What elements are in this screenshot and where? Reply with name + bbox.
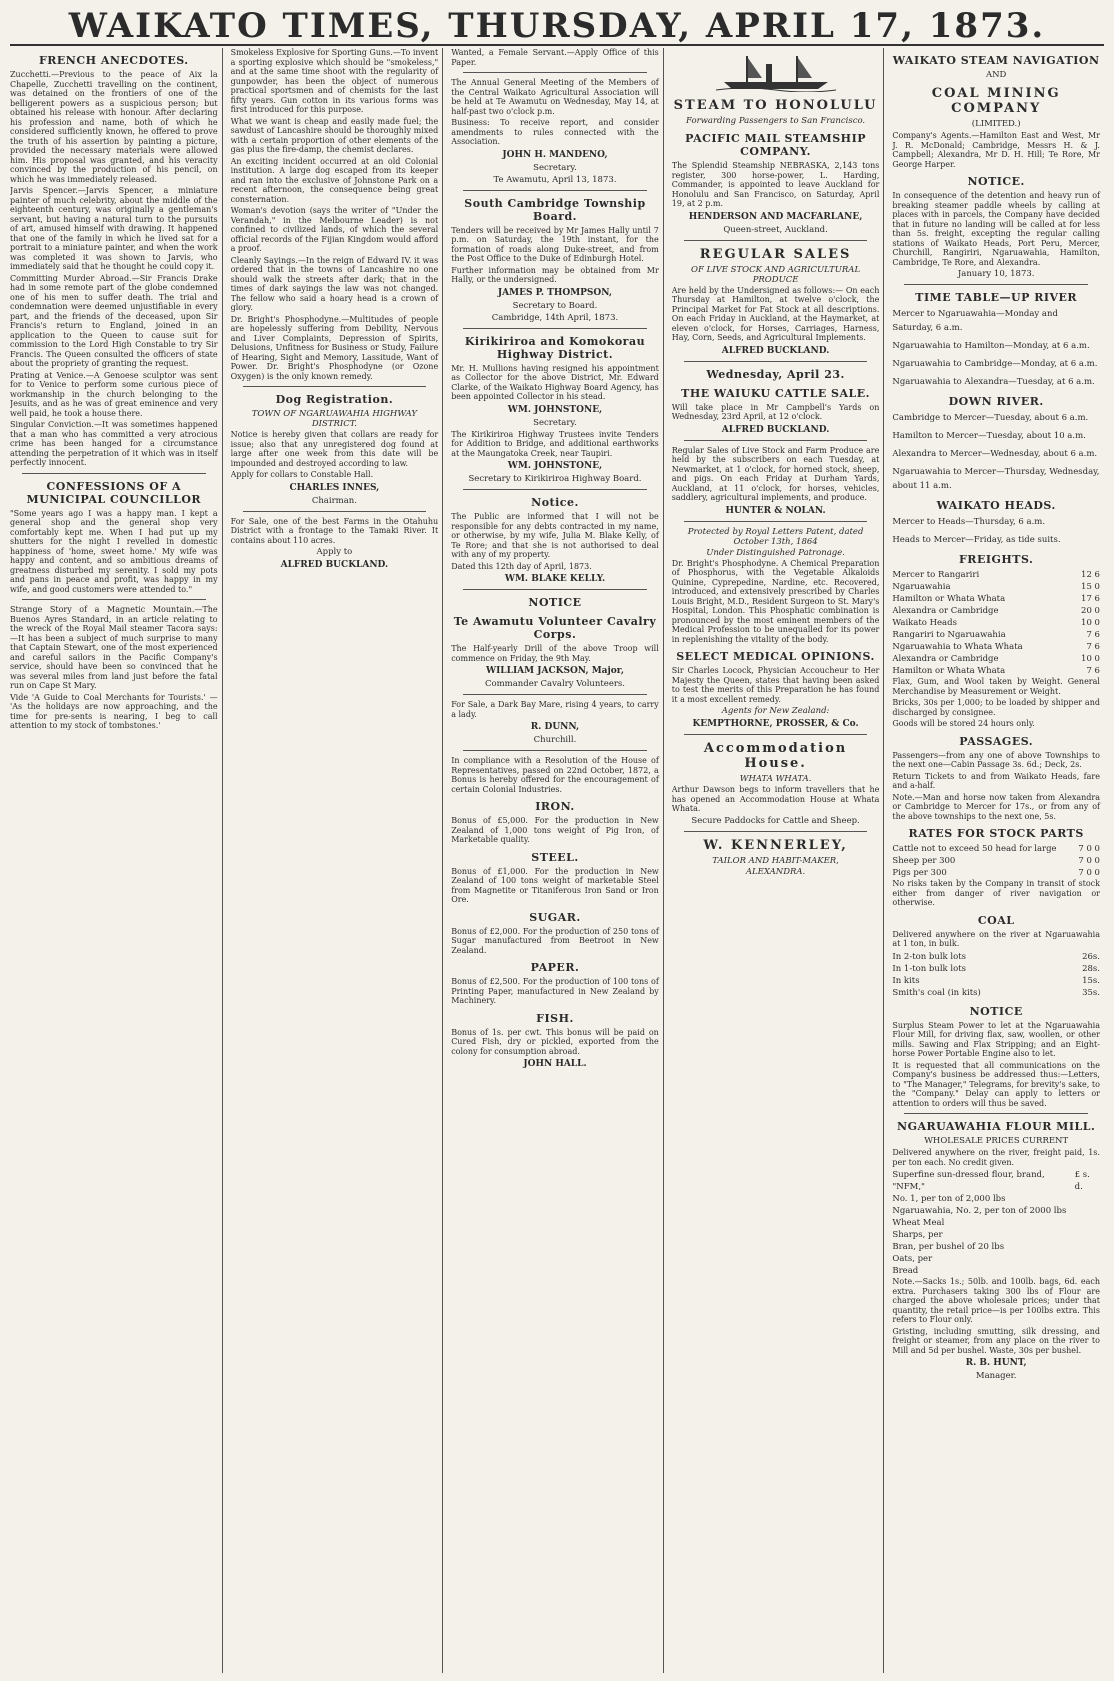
heading-freights: FREIGHTS. <box>959 553 1034 566</box>
divider <box>684 831 868 832</box>
freight-row: Hamilton or Whata Whata 7 6 <box>892 666 1100 676</box>
heading-dog-registration: Dog Registration. <box>275 393 394 406</box>
timetable-entry: Cambridge to Mercer—Tuesday, about 6 a.m. <box>892 413 1089 423</box>
divider <box>463 190 647 191</box>
freight-row: Hamilton or Whata Whata 17 6 <box>892 594 1100 604</box>
signature-innes-title: Chairman. <box>311 495 357 506</box>
signature-dunn: R. DUNN, <box>530 722 580 732</box>
heading-waikato-heads: WAIKATO HEADS. <box>936 499 1056 512</box>
signature-mandeno: JOHN H. MANDENO, <box>502 149 608 160</box>
subheading-agents: Agents for New Zealand: <box>721 706 830 716</box>
risk-note: No risks taken by the Company in transit of stock either from danger of river navigation or otherwise. <box>892 879 1100 907</box>
article-womans-devotion: Woman's devotion (says the writer of "Under the Verandah," in the Melbourne Leader) is not confined to civilized lands, of which the several official records of the Fijian Kingdom would afford a proof. <box>230 206 439 253</box>
divider <box>684 240 868 241</box>
article-dog-incident: An exciting incident occurred at an old Colonial institution. A large dog escaped from its keeper and ran into the exclusive of Johnstone Park on a recent afternoon, the consequence being great consternation. <box>230 156 439 204</box>
notice-steam-power: Surplus Steam Power to let at the Ngaruawahia Flour Mill, for driving flax, saw, woollen, or other mills. Sawing and Flax Stripping; and an Eight-horse Power Portable Engine also to let. <box>892 1020 1100 1058</box>
heading-passages: PASSAGES. <box>959 734 1034 748</box>
advert-waiuku-sale: Will take place in Mr Campbell's Yards on Wednesday, 23rd April, at 12 o'clock. <box>671 402 880 421</box>
notice-landing: In consequence of the detention and heavy run of breaking steamer paddle wheels by calling at places with in parcels, the Company have decided that in future no landing will be called at for less than 5s. freight, excepting the regular calling stations of Waikato Heads, Port Peru, Mercer, Churchill, Rangiriri, Ngaruawahia, Hamilton, Cambridge, Te Rore, and Alexandra. <box>892 191 1100 267</box>
divider <box>684 440 868 441</box>
advert-hunter-nolan: Regular Sales of Live Stock and Farm Produce are held by the subscribers on each Tuesday, at Newmarket, at 1 o'clock, for horned stock, sheep, and pigs. On each Friday at Durham Yards, Auckland, at 11 o'clock, for horses, vehicles, saddlery, agricultural implements, and produce. <box>671 445 880 502</box>
columns <box>10 48 1104 1673</box>
flour-delivery: Delivered anywhere on the river, freight paid, 1s. per ton each. No credit given. <box>892 1148 1100 1167</box>
company-agents: Company's Agents.—Hamilton East and West, Mr J. R. McDonald; Cambridge, Messrs H. & J. Campbell; Alexandra, Mr D. H. Hill; Te Rore, Mr George Harper. <box>892 131 1100 169</box>
stock-table <box>892 843 1100 879</box>
timetable-entry: Ngaruawahia to Mercer—Thursday, Wednesday, about 11 a.m. <box>892 467 1100 491</box>
flour-row: Bran, per bushel of 20 lbs <box>892 1242 1005 1252</box>
divider <box>22 473 206 474</box>
article-fuel: What we want is cheap and easily made fuel; the sawdust of Lancashire should be thoroughly mixed with a certain proportion of other elements of the gas plus the fire-damp, the chemist declares. <box>230 116 439 154</box>
heading-kirikiriroa: Kirikiriroa and Komokorau Highway District. <box>464 334 646 361</box>
notice-dog-collars: Notice is hereby given that collars are ready for issue; also that any unregistered dog found at large after one week from this date will be impounded and destroyed according to law. <box>230 430 439 468</box>
flour-row: Superfine sun-dressed flour, brand, "NFM," £ s. d. <box>892 1170 1090 1192</box>
timetable-entry: Ngaruawahia to Cambridge—Monday, at 6 a.m. <box>892 359 1098 369</box>
heading-waikato-steam: WAIKATO STEAM NAVIGATION <box>892 54 1100 67</box>
signature-hunter-nolan: HUNTER & NOLAN. <box>725 505 826 516</box>
freight-note: Flax, Gum, and Wool taken by Weight. General Merchandise by Measurement or Weight. <box>892 677 1100 696</box>
freight-row: Alexandra or Cambridge 20 0 <box>892 606 1100 616</box>
article-cleanly-sayings: Cleanly Sayings.—In the reign of Edward IV. it was ordered that in the towns of Lancashire no one should walk the streets after dark; that in the times of dark sayings the law was not changed. The fellow who said a hoary head is a crown of glory. <box>230 255 439 312</box>
article-zucchetti: Zucchetti.—Previous to the peace of Aix la Chapelle, Zucchetti travelling on the continent, was detained on the frontiers of one of the belligerent powers as a suspicious person; but obtained his release with honour. After declaring his profession and name, both of which he considered sufficiently known, he offered to prove the truth of his assertion by painting a picture, provided the necessary materials were allowed him. His proposal was granted, and his veracity convinced by the production of his pencil, on which he was immediately released. <box>10 70 218 184</box>
signature-buckland: ALFRED BUCKLAND. <box>280 560 389 570</box>
subheading-highway-district: TOWN OF NGARUAWAHIA HIGHWAY DISTRICT. <box>251 409 418 429</box>
timetable-entry: Ngaruawahia to Alexandra—Tuesday, at 6 a.m. <box>892 377 1095 387</box>
heading-kennerley: W. KENNERLEY, <box>703 837 848 853</box>
article-jarvis-spencer: Jarvis Spencer.—Jarvis Spencer, a miniature painter of much celebrity, about the middle of the eighteenth century, was originally a gentleman's servant, but having a natural turn to the pursuits of art, amused himself with drawing. It happened that one of the family in which he lived sat for a portrait to a miniature painter, and when the work was completed it was shown to Jarvis, who immediately said that he thought he could copy it. <box>10 186 218 271</box>
signature-buckland: ALFRED BUCKLAND. <box>721 345 830 356</box>
divider <box>684 361 868 362</box>
advert-nebraska: The Splendid Steamship NEBRASKA, 2,143 tons register, 300 horse-power, L. Harding, Commander, is appointed to leave Auckland for Honolulu and San Francisco, on Saturday, April 19, at 2 p.m. <box>671 161 880 208</box>
masthead-rule <box>10 44 1104 46</box>
timetable-entry: Mercer to Heads—Thursday, 6 a.m. <box>892 517 1046 527</box>
coal-row: In 2-ton bulk lots 26s. <box>892 951 1100 962</box>
flour-table <box>892 1169 1100 1277</box>
heading-up-river: TIME TABLE—UP RIVER <box>915 291 1078 304</box>
subheading-alexandra: ALEXANDRA. <box>745 866 806 877</box>
notice-communications: It is requested that all communications on the Company's business be addressed thus:—Letters, to "The Manager," Telegrams, for brevity's sake, to the "Company." Delay can apply to letters or attention to orders will thus be saved. <box>892 1060 1100 1108</box>
heading-french-anecdotes: FRENCH ANECDOTES. <box>38 54 189 67</box>
signature-kempthorne: KEMPTHORNE, PROSSER, & Co. <box>692 719 859 729</box>
signature-dunn-place: Churchill. <box>533 735 577 745</box>
paddocks-note: Secure Paddocks for Cattle and Sheep. <box>691 815 860 826</box>
article-magnetic-mountain: Strange Story of a Magnetic Mountain.—The Buenos Ayres Standard, in an article relating to the wreck of the Royal Mail steamer Tacora says:—It has been a subject of much surprise to many that Captain Stewart, one of the most experienced and careful sailors in the Pacific Company's service, should have been so convinced that he was several miles from land just before the fatal run on Cape St Mary. <box>10 605 218 690</box>
signature-kelly: WM. BLAKE KELLY. <box>504 574 606 584</box>
freight-row: Mercer to Rangariri 12 6 <box>892 570 1100 580</box>
freight-row: Waikato Heads 10 0 <box>892 618 1100 628</box>
column-4 <box>672 48 885 1673</box>
timetable-entry: Heads to Mercer—Friday, as tide suits. <box>892 535 1061 545</box>
heading-notice: NOTICE. <box>967 175 1025 188</box>
subheading-whata-whata: WHATA WHATA. <box>739 774 812 784</box>
signature-jackson-title: Commander Cavalry Volunteers. <box>484 679 625 689</box>
heading-south-cambridge: South Cambridge Township Board. <box>464 196 646 223</box>
heading-flour-mill: NGARUAWAHIA FLOUR MILL. <box>897 1120 1096 1133</box>
article-prating-venice: Prating at Venice.—A Genoese sculptor was sent for to Venice to perform some curious piece of workmanship in the church belonging to the Jesuits, and as he was of great eminence and very well paid, he took a house there. <box>10 370 218 418</box>
heading-regular-sales: REGULAR SALES <box>699 246 852 262</box>
heading-cavalry: Te Awamutu Volunteer Cavalry Corps. <box>453 615 657 641</box>
masthead-title: WAIKATO TIMES, THURSDAY, APRIL 17, 1873. <box>68 6 1046 46</box>
coal-row: In kits 15s. <box>892 975 1100 986</box>
advert-mare: For Sale, a Dark Bay Mare, rising 4 years, to carry a lady. <box>451 700 659 719</box>
sacks-note: Note.—Sacks 1s.; 50lb. and 100lb. bags, 6d. each extra. Purchasers taking 300 lbs of Flour are charged the above wholesale prices; under that quantity, the retail price—is per 100lbs extra. This refers to Flour only. <box>892 1277 1100 1324</box>
column-3 <box>451 48 664 1673</box>
flour-row: Wheat Meal <box>892 1218 945 1228</box>
divider <box>463 694 647 695</box>
advert-female-servant: Wanted, a Female Servant.—Apply Office of this Paper. <box>451 48 659 67</box>
flour-row: No. 1, per ton of 2,000 lbs <box>892 1194 1006 1204</box>
flour-row: Oats, per <box>892 1254 933 1264</box>
storage-note: Goods will be stored 24 hours only. <box>892 719 1035 728</box>
timetable-entry: Ngaruawahia to Hamilton—Monday, at 6 a.m. <box>892 341 1090 351</box>
heading-notice-cavalry: NOTICE <box>528 596 582 609</box>
article-tombstones: Vide 'A Guide to Coal Merchants for Tourists.' — 'As the holidays are now approaching, and the time for pre-sents is nearing, I beg to call attention to my stock of tombstones.' <box>10 692 218 730</box>
medical-opinion: Sir Charles Locock, Physician Accoucheur to Her Majesty the Queen, states that having been asked to test the merits of this Preparation he has found it a most excellent remedy. <box>671 666 880 704</box>
advert-phosphodyne: Dr. Bright's Phosphodyne.—Multitudes of people are hopelessly suffering from Debility, Nervous and Liver Complaints, Depression of Spirits, Delusions, Unfitness for Business or Study, Failure of Hearing, Sight and Memory, Lassitude, Want of Power. Dr. Bright's Phosphodyne (or Ozone Oxygen) is the only known remedy. <box>230 314 439 381</box>
heading-pacific-mail: PACIFIC MAIL STEAMSHIP COMPANY. <box>685 132 866 158</box>
signature-johnstone: WM. JOHNSTONE, <box>507 461 603 471</box>
heading-medical-opinions: SELECT MEDICAL OPINIONS. <box>676 650 875 663</box>
signature-innes: CHARLES INNES, <box>289 482 380 493</box>
bonus-fish: Bonus of 1s. per cwt. This bonus will be paid on Cured Fish, dry or pickled, exported from the colony for consumption abroad. <box>451 1027 659 1056</box>
heading-waiuku-sale: THE WAIUKU CATTLE SALE. <box>681 386 870 400</box>
divider <box>463 328 647 329</box>
coal-row: In 1-ton bulk lots 28s. <box>892 963 1100 974</box>
divider <box>463 750 647 751</box>
heading-steam-honolulu: STEAM TO HONOLULU <box>673 98 878 113</box>
notice-tenders-info: Further information may be obtained from Mr Hally, or the undersigned. <box>451 265 659 284</box>
article-confessions: "Some years ago I was a happy man. I kept a general shop and the general shop very comfortably kept me. When I had put up my shutters for the night I revelled in domestic happiness of 'home, sweet home.' My wife was happy and content, and so ambitious dreams of greatness disturbed my serenity. I sold my pots and pans in peace and profit, was happy in my wife, and good customers were attended to." <box>10 508 218 594</box>
subheading-tailor: TAILOR AND HABIT-MAKER, <box>712 855 839 866</box>
and-text: AND <box>985 70 1007 80</box>
signature-thompson: JAMES P. THOMPSON, <box>497 287 613 298</box>
freights-table <box>892 569 1100 677</box>
notice-debts: The Public are informed that I will not be responsible for any debts contracted in my name, or otherwise, by my wife, Julia M. Blake Kelly, of Te Rore; and that she is not authorised to deal with any of my property. <box>451 512 659 559</box>
heading-down-river: DOWN RIVER. <box>948 395 1044 408</box>
dateline: Te Awamutu, April 13, 1873. <box>493 174 617 185</box>
coal-table <box>892 951 1100 999</box>
column-1 <box>10 48 223 1673</box>
notice-bridge-tenders: The Kirikiriroa Highway Trustees invite Tenders for Addition to Bridge, and additional earthworks at the Maungatoka Creek, near Taupiri. <box>451 429 659 458</box>
heading-fish: FISH. <box>536 1011 574 1025</box>
notice-drill: The Half-yearly Drill of the above Troop will commence on Friday, the 9th May. <box>451 644 659 663</box>
flour-row: Ngaruawahia, No. 2, per ton of 2000 lbs <box>892 1206 1067 1216</box>
flour-row: Bread <box>892 1266 919 1276</box>
dateline: Cambridge, 14th April, 1873. <box>491 312 619 323</box>
heading-steel: STEEL. <box>531 850 579 864</box>
bonus-paper: Bonus of £2,500. For the production of 100 tons of Printing Paper, manufactured in New Zealand by Machinery. <box>451 977 659 1005</box>
divider <box>22 599 206 600</box>
divider <box>463 589 647 590</box>
notice-meeting-business: Business: To receive report, and consider amendments to rules connected with the Association. <box>451 118 659 146</box>
advert-bright-phosphodyne: Dr. Bright's Phosphodyne. A Chemical Preparation of Phosphorus, with the Vegetable Alkaloids Quinine, Cyprepedine, Nardine, etc. Recovered, introduced, and extensively prescribed by Charles Louis Bright, M.D., Resident Surgeon to St. Mary's Hospital, London. This Phosphatic combination is pronounced by the most eminent members of the Medical Profession to be unequalled for its power in replenishing the vitality of the body. <box>671 558 880 644</box>
bricks-note: Bricks, 30s per 1,000; to be loaded by shipper and discharged by consignee. <box>892 698 1100 717</box>
signature-henderson-address: Queen-street, Auckland. <box>723 224 828 235</box>
heading-notice: Notice. <box>531 496 579 509</box>
notice-apply-collars: Apply for collars to Constable Hall. <box>230 470 374 479</box>
heading-paper: PAPER. <box>530 961 580 974</box>
advert-farm-sale: For Sale, one of the best Farms in the Otahuhu District with a frontage to the Tamaki River. It contains about 110 acres. <box>230 516 439 545</box>
bonus-sugar: Bonus of £2,000. For the production of 250 tons of Sugar manufactured from Beetroot in New Zealand. <box>451 926 659 955</box>
heading-iron: IRON. <box>535 800 575 813</box>
divider <box>684 734 868 735</box>
heading-sugar: SUGAR. <box>529 910 581 924</box>
stock-row: Cattle not to exceed 50 head for large 7 0 0 <box>892 844 1100 854</box>
divider <box>243 386 427 387</box>
advert-sales-schedule: Are held by the Undersigned as follows:— On each Thursday at Hamilton, at twelve o'clock, the Principal Market for Fat Stock at all descriptions. On each Friday in Auckland, at the Haymarket, at eleven o'clock, for Horses, Carriages, Harness, Hay, Corn, Seeds, and Agricultural Implements. <box>671 285 880 342</box>
column-5 <box>892 48 1104 1673</box>
coal-delivery: Delivered anywhere on the river at Ngaruawahia at 1 ton, in bulk. <box>892 929 1100 948</box>
freight-row: Alexandra or Cambridge 10 0 <box>892 654 1100 664</box>
notice-tenders: Tenders will be received by Mr James Hally until 7 p.m. on Saturday, the 19th instant, for the formation of roads along Duke-street, and from the Post Office to the Duke of Edinburgh Hotel. <box>451 225 659 263</box>
signature-buckland: ALFRED BUCKLAND. <box>721 424 830 435</box>
return-tickets-note: Return Tickets to and from Waikato Heads, fare and a-half. <box>892 771 1100 790</box>
divider <box>463 72 647 73</box>
notice-agricultural-meeting: The Annual General Meeting of the Members of the Central Waikato Agricultural Association will be held at Te Awamutu on Wednesday, May 14, at half-past two o'clock p.m. <box>451 78 659 116</box>
signature-thompson-title: Secretary to Board. <box>512 300 598 311</box>
steamship-icon <box>716 52 836 92</box>
coal-row: Smith's coal (in kits) 35s. <box>892 987 1100 998</box>
heading-notice: NOTICE <box>969 1004 1023 1018</box>
masthead <box>0 0 1114 44</box>
flour-row: Sharps, per <box>892 1230 943 1240</box>
bonus-steel: Bonus of £1,000. For the production in New Zealand of 100 tons weight of marketable Steel from Magnetite or Titaniferous Iron Sand or Iron Ore. <box>451 866 659 904</box>
stock-row: Pigs per 300 7 0 0 <box>892 868 1100 878</box>
divider <box>904 284 1088 285</box>
stock-row: Sheep per 300 7 0 0 <box>892 856 1100 866</box>
freight-row: Ngaruawahia to Whata Whata 7 6 <box>892 642 1100 652</box>
timetable-entry: Mercer to Ngaruawahia—Monday and Saturday, 6 a.m. <box>892 309 1058 333</box>
signature-johnstone-title: Secretary. <box>533 417 577 428</box>
heading-coal-mining: COAL MINING COMPANY <box>931 86 1061 116</box>
notice-bonus: In compliance with a Resolution of the House of Representatives, passed on 22nd October, 1872, a Bonus is hereby offered for the encouragement of certain Colonial Industries. <box>451 756 659 794</box>
notice-collector: Mr. H. Mullions having resigned his appointment as Collector for the above District, Mr. Edward Clarke, of the Waikato Highway Board Agency, has been appointed Collector in his stead. <box>451 363 659 401</box>
heading-confessions: CONFESSIONS OF A MUNICIPAL COUNCILLOR <box>26 479 202 506</box>
signature-jackson: WILLIAM JACKSON, Major, <box>485 666 624 676</box>
signature-johnstone: WM. JOHNSTONE, <box>507 404 603 415</box>
passages-note: Passengers—from any one of above Townships to the next one—Cabin Passage 3s. 6d.; Deck, 2s. <box>892 750 1100 769</box>
signature-hunt-title: Manager. <box>975 1371 1017 1381</box>
article-singular-conviction: Singular Conviction.—It was sometimes happened that a man who has committed a very atrocious crime has been hanged for a circumstance attending the perpetration of it which was in itself perfectly innocent. <box>10 420 218 467</box>
subheading-prices: WHOLESALE PRICES CURRENT <box>924 1136 1069 1146</box>
timetable-entry: Alexandra to Mercer—Wednesday, about 6 a.m. <box>892 449 1098 459</box>
heading-accommodation: Accommodation House. <box>703 741 848 771</box>
divider <box>684 521 868 522</box>
notice-debts-date: Dated this 12th day of April, 1873. <box>451 561 592 571</box>
freight-row: Ngaruawahia 15 0 <box>892 582 1100 592</box>
advert-dawson: Arthur Dawson begs to inform travellers that he has opened an Accommodation House at Whata Whata. <box>671 785 880 813</box>
subheading-san-francisco: Forwarding Passengers to San Francisco. <box>686 116 866 126</box>
bonus-iron: Bonus of £5,000. For the production in New Zealand of 1,000 tons weight of Pig Iron, of Marketable quality. <box>451 816 659 844</box>
signature-johnstone-title: Secretary to Kirikiriroa Highway Board. <box>468 474 642 484</box>
divider <box>904 1113 1088 1114</box>
heading-stock-rates: RATES FOR STOCK PARTS <box>908 827 1084 840</box>
gristing-note: Gristing, including smutting, silk dressing, and freight or steamer, from any place on the river to Mill and 5d per bushel. Waste, 30s per bushel. <box>892 1326 1100 1355</box>
heading-coal: COAL <box>977 913 1015 927</box>
signature-hall: JOHN HALL. <box>523 1059 587 1069</box>
subheading-live-stock: OF LIVE STOCK AND AGRICULTURAL PRODUCE <box>691 264 861 285</box>
subheading-patronage: Under Distinguished Patronage. <box>706 547 845 558</box>
article-murder-abroad: Committing Murder Abroad.—Sir Francis Drake had in some remote part of the globe condemned one of his men to suffer death. The trial and condemnation were deemed unjustifiable in every part, and the friends of the deceased, upon Sir Francis's return to England, joined in an application to the Queen to cause suit for commission to the Lord High Constable to try Sir Francis. The Queen consulted the officers of state about the propriety of granting the request. <box>10 273 218 368</box>
limited-text: (LIMITED.) <box>971 119 1021 129</box>
heading-wednesday: Wednesday, April 23. <box>706 367 845 381</box>
subheading-patent: Protected by Royal Letters Patent, dated October 13th, 1864 <box>687 526 864 547</box>
divider <box>243 511 427 512</box>
notice-date: January 10, 1873. <box>957 269 1035 279</box>
column-2 <box>231 48 444 1673</box>
apply-to: Apply to <box>316 547 353 557</box>
timetable-entry: Hamilton to Mercer—Tuesday, about 10 a.m. <box>892 431 1086 441</box>
signature-hunt: R. B. HUNT, <box>965 1358 1027 1368</box>
horse-note: Note.—Man and horse now taken from Alexandra or Cambridge to Mercer for 17s., or from any of the above townships to the next one, 5s. <box>892 792 1100 821</box>
signature-henderson: HENDERSON AND MACFARLANE, <box>688 211 863 222</box>
divider <box>463 489 647 490</box>
freight-row: Rangariri to Ngaruawahia 7 6 <box>892 630 1100 640</box>
signature-mandeno-title: Secretary. <box>533 162 577 173</box>
article-smokeless-explosive: Smokeless Explosive for Sporting Guns.—To invent a sporting explosive which should be "smokeless," and at the same time shoot with the regularity of gunpowder, has been the object of numerous practical sportsmen and of chemists for the last fifty years. Gun cotton in its various forms was first introduced for this purpose. <box>230 48 439 114</box>
